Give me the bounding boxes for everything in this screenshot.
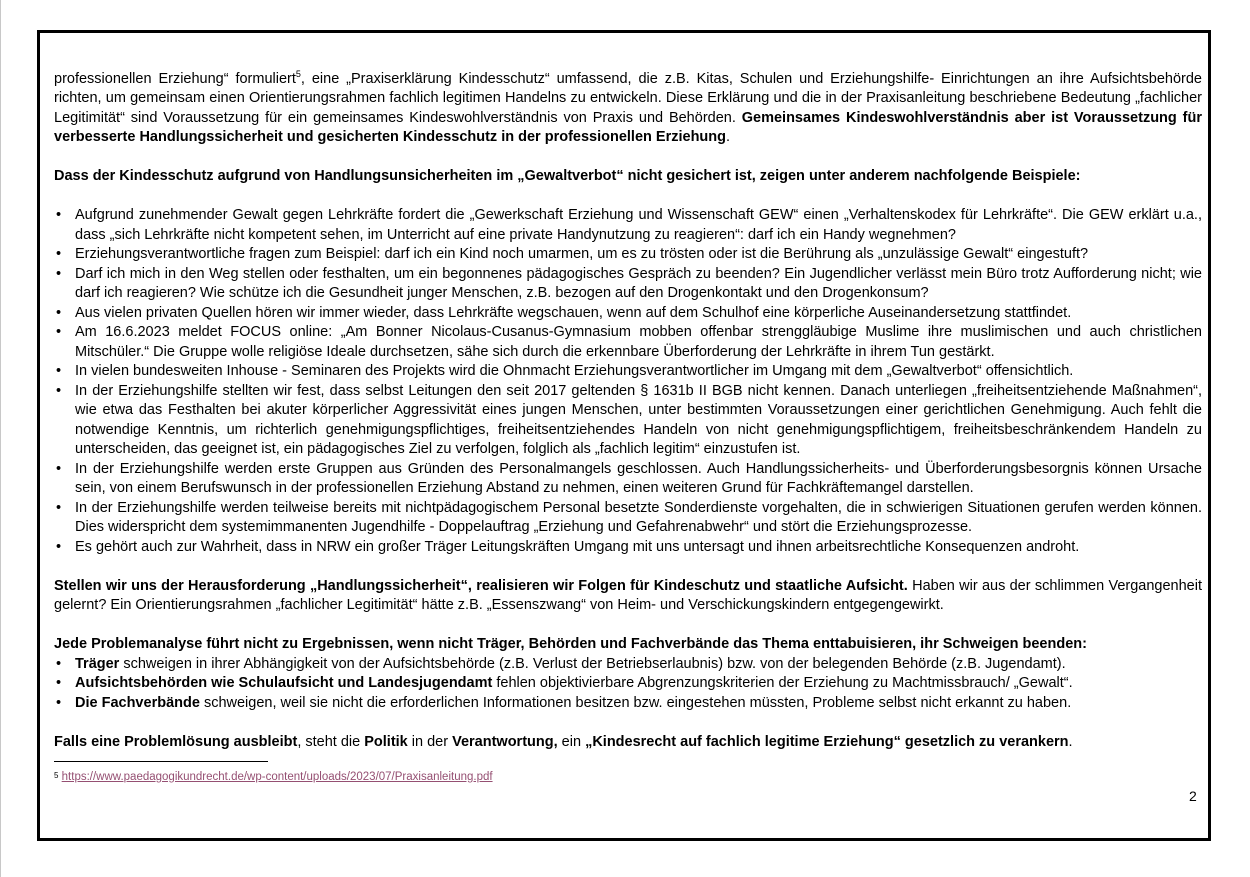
challenge-bold: Stellen wir uns der Herausforderung „Handlungssicherheit“, realisieren wir Folgen für Kindeschutz und staatliche Aufsicht.	[54, 577, 908, 594]
conclusion-text-3: ein	[557, 733, 586, 750]
list-item: • Erziehungsverantwortliche fragen zum Beispiel: darf ich ein Kind noch umarmen, um es zu trösten oder ist die Berührung als „unzulässige Gewalt“ eingestuft?	[54, 245, 1202, 265]
conclusion-bold-4: „Kindesrecht auf fachlich legitime Erziehung“ gesetzlich zu verankern	[585, 733, 1069, 750]
list-item: • Aufgrund zunehmender Gewalt gegen Lehrkräfte fordert die „Gewerkschaft Erziehung und Wissenschaft GEW“ einen „Verhaltenskodex für Lehrkräfte“. Die GEW erklärt u.a., dass „sich Lehrkräfte nicht kompetent sehen, im Unterricht auf eine private Handynutzung zu reagieren“: darf ich ein Handy wegnehmen?	[54, 206, 1202, 245]
list-item: • In der Erziehungshilfe werden erste Gruppen aus Gründen des Personalmangels geschlossen. Auch Handlungssicherheits- und Überforderungsbesorgnis können Ursache sein, von einem Berufswunsch in der professionellen Erziehung Abstand zu nehmen, einen weiteren Grund für Fachkräftemangel darstellen.	[54, 460, 1202, 499]
list-item: • Am 16.6.2023 meldet FOCUS online: „Am Bonner Nicolaus-Cusanus-Gymnasium mobben offenbar strenggläubige Muslime ihre muslimischen und auch christlichen Mitschüler.“ Die Gruppe wolle religiöse Ideale durchsetzen, sähe sich durch die erkennbare Überforderung der Lehrkräfte in ihrem Tun gestärkt.	[54, 323, 1202, 362]
footnote-number: 5	[54, 771, 59, 780]
list-item	[54, 655, 1202, 675]
list-item: • Es gehört auch zur Wahrheit, dass in NRW ein großer Träger Leitungskräften Umgang mit uns untersagt und ihnen arbeitsrechtliche Konsequenzen androht.	[54, 538, 1202, 558]
challenge-paragraph	[54, 577, 1202, 616]
actor-name: Die Fachverbände	[75, 694, 200, 711]
challenge-text: Haben wir aus der schlimmen Vergangenheit gelernt? Ein Orientierungsrahmen „fachlicher Legitimität“ hätte z.B. „Essenszwang“ von Heim- und Verschickungskindern entgegengewirkt.	[54, 577, 1202, 614]
actor-name: Aufsichtsbehörden wie Schulaufsicht und Landesjugendamt	[75, 675, 493, 692]
intro-bold-statement: Gemeinsames Kindeswohlverständnis aber ist Voraussetzung für verbesserte Handlungssicherheit und gesicherten Kindesschutz in der professionellen Erziehung	[54, 109, 1202, 146]
footnote-link[interactable]: https://www.paedagogikundrecht.de/wp-content/uploads/2023/07/Praxisanleitung.pdf	[61, 771, 493, 783]
examples-heading: Dass der Kindesschutz aufgrund von Handlungsunsicherheiten im „Gewaltverbot“ nicht gesichert ist, zeigen unter anderem nachfolgende Beispiele:	[54, 168, 1081, 185]
list-item: • In vielen bundesweiten Inhouse - Seminaren des Projekts wird die Ohnmacht Erziehungsverantwortlicher im Umgang mit dem „Gewaltverbot“ offensichtlich.	[54, 362, 1202, 382]
conclusion-paragraph	[54, 733, 1202, 753]
conclusion-text-2: in der	[407, 733, 453, 750]
intro-text-2: , eine „Praxiserklärung Kindesschutz“ umfassend, die z.B. Kitas, Schulen und Erziehungshilfe- Einrichtungen an ihre Aufsichtsbehörde richten, um gemeinsam einen Orientierungsrahmen fachlich legitimen Handelns zu entwickeln. Diese Erklärung und die in der Praxisanleitung beschriebene Bedeutung „fachlicher Legitimität“ sind Voraussetzung für ein gemeinsames Kindeswohlverständnis von Praxis und Behörden.	[54, 70, 1202, 126]
conclusion-bold-3: Verantwortung,	[452, 733, 558, 750]
actor-text: fehlen objektivierbare Abgrenzungskriterien der Erziehung zu Machtmissbrauch/ „Gewalt“.	[492, 675, 1073, 692]
page-number: 2	[1189, 788, 1197, 804]
list-item: • In der Erziehungshilfe werden teilweise bereits mit nichtpädagogischem Personal besetzte Sonderdienste vorgehalten, die in schwierigen Situationen gerufen werden können. Dies widerspricht dem systemimmanenten Jugendhilfe - Doppelauftrag „Erziehung und Gefahrenabwehr“ und stört die Erziehungsprozesse.	[54, 499, 1202, 538]
intro-paragraph	[54, 65, 1202, 148]
list-item: • Aus vielen privaten Quellen hören wir immer wieder, dass Lehrkräfte wegschauen, wenn auf dem Schulhof eine körperliche Auseinandersetzung stattfindet.	[54, 304, 1202, 324]
page-body	[54, 65, 1202, 752]
list-item: • Darf ich mich in den Weg stellen oder festhalten, um ein begonnenes pädagogisches Gespräch zu beenden? Ein Jugendlicher verlässt mein Büro trotz Aufforderung nicht; wie darf ich reagieren? Wie schütze ich die Gesundheit junger Menschen, z.B. bezogen auf den Drogenkontakt und den Drogenkonsum?	[54, 265, 1202, 304]
intro-end: .	[726, 129, 731, 146]
actor-name: Träger	[75, 655, 120, 672]
conclusion-bold-1: Falls eine Problemlösung ausbleibt	[54, 733, 298, 750]
actors-list	[54, 655, 1202, 714]
footnote	[54, 769, 493, 785]
examples-list	[54, 206, 1202, 557]
footnote-reference[interactable]: 5	[295, 69, 301, 79]
viewer-edge	[0, 0, 1, 877]
actor-text: schweigen in ihrer Abhängigkeit von der Aufsichtsbehörde (z.B. Verlust der Betriebserlaubnis) bzw. von der belegenden Behörde (z.B. Jugendamt).	[119, 655, 1066, 672]
list-item	[54, 694, 1202, 714]
footnote-separator	[54, 761, 268, 762]
list-item	[54, 674, 1202, 694]
actor-text: schweigen, weil sie nicht die erforderlichen Informationen besitzen bzw. eingestehen müssten, Probleme selbst nicht erkannt zu haben.	[199, 694, 1072, 711]
conclusion-bold-2: Politik	[364, 733, 408, 750]
list-item: • In der Erziehungshilfe stellten wir fest, dass selbst Leitungen den seit 2017 geltenden § 1631b II BGB nicht kennen. Danach unterliegen „freiheitsentziehende Maßnahmen“, wie etwa das Festhalten bei akuter körperlicher Aggressivität eines jungen Menschen, unter bestimmten Voraussetzungen einer gerichtlichen Genehmigung. Auch fehlt die notwendige Kenntnis, um richterlich genehmigungspflichtiges, freiheitsentziehendes Handeln von nicht genehmigungspflichtigem, freiheitsbeschränkendem Handeln zu unterscheiden, das geeignet ist, ein pädagogisches Ziel zu verfolgen, folglich als „fachlich legitim“ einzustufen ist.	[54, 382, 1202, 460]
conclusion-text-1: , steht die	[297, 733, 365, 750]
conclusion-text-4: .	[1068, 733, 1073, 750]
intro-text-1: professionellen Erziehung“ formuliert	[54, 70, 296, 87]
analysis-heading: Jede Problemanalyse führt nicht zu Ergebnissen, wenn nicht Träger, Behörden und Fachverbände das Thema enttabuisieren, ihr Schweigen beenden:	[54, 636, 1087, 653]
